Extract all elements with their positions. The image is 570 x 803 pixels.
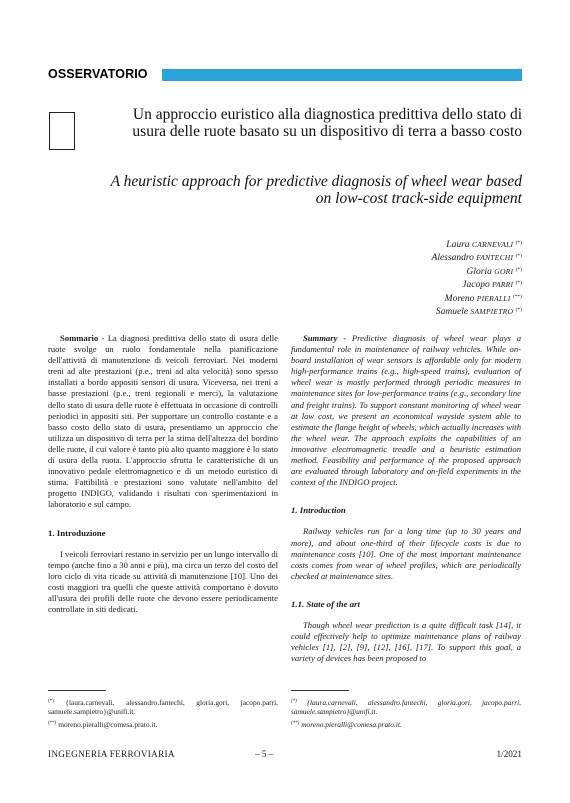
section-label: OSSERVATORIO: [48, 67, 148, 81]
journal-name: INGEGNERIA FERROVIARIA: [48, 749, 175, 759]
summary-english: Summary - Predictive diagnosis of wheel wear plays a fundamental role in maintenance of railway vehicles. While on-board installation of wear sensors is affordable only for modern high-performance trains (e.g., high-speed trains), evaluation of wheel wear is mostly performed through periodic measures in maintenance sites for low-performance trains (e.g., secondary line and freight trains). To support constant monitoring of wheel wear at low cost, we present an economical wayside system able to estimate the flange height of wheels, which actually increases with the wheel wear. The approach exploits the capabilities of an innovative electromagnetic treadle and a heuristic estimation method. Feasibility and performance of the proposed approach are evaluated through laboratory and on-field experiments in the context of the INDIGO project.: [291, 333, 521, 488]
footnote-affiliation: (**) moreno.pieralli@comesa.prato.it.: [291, 720, 402, 729]
section-accent-bar: [162, 69, 522, 81]
author: Moreno PIERALLI (**): [444, 293, 522, 304]
footnote-affiliation: (**) moreno.pieralli@comesa.prato.it.: [48, 720, 158, 729]
author: Laura CARNEVALI (*): [446, 240, 522, 250]
footnote-affiliation: (*) {laura.carnevali, alessandro.fantechi, gloria.gori, jacopo.parri, samuele.sampietro}@unifi.it.: [48, 698, 278, 717]
page-number: – 5 –: [255, 749, 274, 759]
footnote-rule: [48, 690, 106, 691]
footnote-affiliation: (*) {laura.carnevali, alessandro.fantechi, gloria.gori, jacopo.parri, samuele.sampietro}@unifi.it.: [291, 698, 521, 717]
section-heading-state-of-art: 1.1. State of the art: [291, 598, 360, 609]
paragraph-introduzione: I veicoli ferroviari restano in servizio per un lungo intervallo di tempo (anche fino a 30 anni e più), ma circa un terzo del costo del loro ciclo di vita ricade su attività di manutenzione [10]. Uno dei costi maggiori tra quelli che queste attività comportano è dovuto all'usura dei profili delle ruote che devono essere periodicamente controllate in siti dedicati.: [48, 548, 278, 615]
title-italian: Un approccio euristico alla diagnostica predittiva dello stato di usura delle ruote basato su un dispositivo di terra a basso costo: [132, 106, 522, 140]
section-header: [48, 68, 522, 82]
footnote-rule: [291, 690, 349, 691]
author: Samuele SAMPIETRO (*): [435, 307, 522, 318]
section-heading-introduction: 1. Introduction: [291, 505, 346, 516]
column-italian: [48, 333, 278, 615]
title-english: A heuristic approach for predictive diagnosis of wheel wear based on low-cost track-side equipment: [110, 173, 522, 207]
issue-number: 1/2021: [496, 749, 522, 759]
author: Gloria GORI (*): [466, 266, 522, 277]
author-list: [262, 238, 522, 318]
author: Jacopo PARRI (*): [462, 280, 522, 291]
page-footer: [48, 749, 522, 761]
summary-italian: Sommario - La diagnosi predittiva dello stato di usura delle ruote svolge un ruolo fondamentale nella pianificazione dell'attività di manutenzione di veicoli ferroviari. Nei moderni treni ad alte prestazioni (p.e., treni ad alta velocità) sono spesso installati a bordo appositi sensori di usura. Viceversa, nei treni a basse prestazioni (p.e., treni regionali e merci), la valutazione dello stato di usura delle ruote è effettuata in occasione di controlli periodici in appositi siti. Per supportare un controllo costante e a basso costo dello stato di usura, presentiamo un approccio che utilizza un dispositivo di terra per la stima dell'altezza del bordino delle ruote, il cui valore è tanto più alto quanto maggiore è lo stato di usura della ruota. L'approccio sfrutta le caratteristiche di un innovativo pedale elettromagnetico e di un metodo euristico di stima. Fattibilità e prestazioni sono valutate nell'ambito del progetto INDIGO, validando i risultati con sperimentazioni in laboratorio e sul campo.: [48, 333, 278, 510]
author: Alessandro FANTECHI (*): [431, 253, 522, 264]
column-english: [291, 333, 521, 664]
paragraph-introduction: Railway vehicles run for a long time (up to 30 years and more), and about one-third of their lifecycle costs is due to maintenance costs [10]. One of the most important maintenance costs comes from wear of wheel profiles, which are periodically checked at maintenance sites.: [291, 526, 521, 581]
title-frame-box: [49, 112, 75, 150]
paragraph-state-of-art: Though wheel wear prediction is a quite difficult task [14], it could effectively help to optimize maintenance plans of railway vehicles [1], [2], [9], [12], [16], [17]. To support this goal, a variety of devices has been proposed to: [291, 619, 521, 664]
section-heading-introduzione: 1. Introduzione: [48, 527, 106, 538]
